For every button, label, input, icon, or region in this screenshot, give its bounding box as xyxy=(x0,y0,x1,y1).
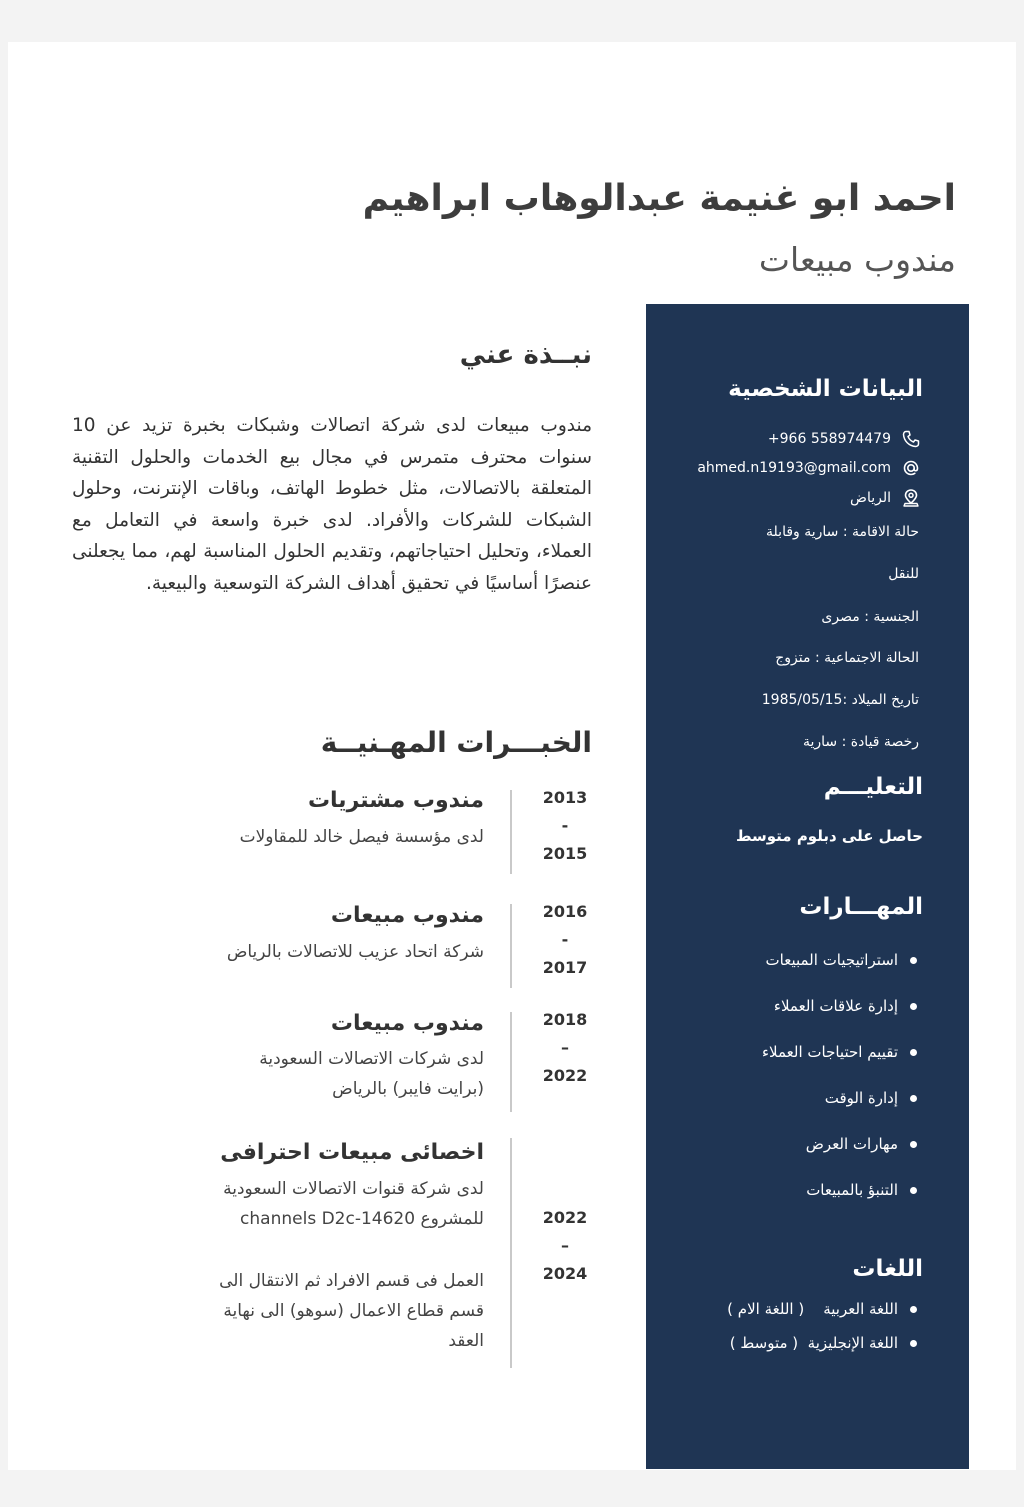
language-label: اللغة الإنجليزية ( متوسط ) xyxy=(729,1334,898,1352)
sidebar xyxy=(646,304,969,1469)
about-heading: نبــذة عني xyxy=(459,340,592,370)
experience-description: العمل فى قسم الافراد ثم الانتقال الى xyxy=(219,1271,484,1291)
candidate-job-title: مندوب مبيعات xyxy=(758,240,956,279)
languages-heading: اللغات xyxy=(852,1256,923,1282)
personal-info-heading: البيانات الشخصية xyxy=(728,376,923,402)
end-year: 2015 xyxy=(542,844,588,863)
experience-company: لدى شركة قنوات الاتصالات السعودية xyxy=(223,1179,484,1199)
timeline-divider xyxy=(510,904,512,988)
education-heading: التعليـــم xyxy=(823,774,923,800)
residence-status-cont: للنقل xyxy=(888,566,919,582)
bullet-icon xyxy=(910,1340,917,1347)
email-address: ahmed.n19193@gmail.com xyxy=(697,460,891,476)
skill-label: استراتيجيات المبيعات xyxy=(765,951,898,969)
start-year: 2016 xyxy=(542,902,588,921)
skill-label: إدارة الوقت xyxy=(824,1089,898,1107)
city: الرياض xyxy=(850,490,891,506)
experience-years xyxy=(520,898,610,982)
experience-company: لدى شركات الاتصالات السعودية xyxy=(259,1049,484,1069)
phone-number: +966 558974479 xyxy=(767,431,891,447)
end-year: 2017 xyxy=(542,958,588,977)
year-separator: – xyxy=(561,1236,569,1255)
phone-row xyxy=(768,428,921,450)
skill-label: مهارات العرض xyxy=(805,1135,898,1153)
experience-company: للمشروع channels D2c-14620 xyxy=(240,1209,484,1229)
about-text: مندوب مبيعات لدى شركة اتصالات وشبكات بخبرة تزيد عن 10 سنوات محترف متمرس في مجال بيع الخدمات والحلول التقنية المتعلقة بالاتصالات، مثل خطوط الهاتف، وباقات الإنترنت، وحلول الشبكات للشركات والأفراد. لدى خبرة واسعة في التعامل مع العملاء، وتحليل احتياجاتهم، وتقديم الحلول المناسبة لهم، مما يجعلنى عنصرًا أساسيًا في تحقيق أهداف الشركة التوسعية والبيعية. xyxy=(72,415,592,594)
year-separator: – xyxy=(561,1038,569,1057)
skill-label: التنبؤ بالمبيعات xyxy=(806,1181,898,1199)
experience-description: العقد xyxy=(448,1331,484,1351)
bullet-icon xyxy=(910,1049,917,1056)
year-separator: - xyxy=(561,930,569,949)
start-year: 2018 xyxy=(542,1010,588,1029)
experience-company: لدى مؤسسة فيصل خالد للمقاولات xyxy=(239,827,484,847)
skill-item xyxy=(774,997,917,1015)
timeline-divider xyxy=(510,790,512,874)
candidate-name: احمد ابو غنيمة عبدالوهاب ابراهيم xyxy=(362,178,956,219)
timeline-divider xyxy=(510,1138,512,1368)
experience-years xyxy=(520,1006,610,1090)
bullet-icon xyxy=(910,1141,917,1148)
timeline-divider xyxy=(510,1012,512,1112)
email-row xyxy=(697,457,921,479)
bullet-icon xyxy=(910,1003,917,1010)
skill-item xyxy=(762,1043,917,1061)
birth-date: تاريخ الميلاد :1985/05/15 xyxy=(761,692,919,708)
phone-icon xyxy=(901,429,921,449)
residence-status: حالة الاقامة : سارية وقابلة xyxy=(766,524,919,540)
language-item xyxy=(727,1300,917,1318)
bullet-icon xyxy=(910,1095,917,1102)
experience-years xyxy=(520,784,610,868)
skill-item xyxy=(766,951,917,969)
year-separator: - xyxy=(561,816,569,835)
skill-item xyxy=(806,1135,917,1153)
bullet-icon xyxy=(910,957,917,964)
driving-license: رخصة قيادة : سارية xyxy=(802,734,919,750)
nationality: الجنسية : مصرى xyxy=(821,609,919,625)
experience-description: قسم قطاع الاعمال (سوهو) الى نهاية xyxy=(223,1301,484,1321)
start-year: 2013 xyxy=(542,788,588,807)
language-item xyxy=(730,1334,917,1352)
skill-item xyxy=(806,1181,917,1199)
location-pin-icon xyxy=(901,488,921,508)
skill-label: إدارة علاقات العملاء xyxy=(773,997,898,1015)
end-year: 2022 xyxy=(542,1066,588,1085)
skill-label: تقييم احتياجات العملاء xyxy=(761,1043,898,1061)
language-label: اللغة العربية ( اللغة الام ) xyxy=(727,1300,898,1318)
start-year: 2022 xyxy=(542,1208,588,1227)
skills-heading: المهـــارات xyxy=(799,894,923,920)
end-year: 2024 xyxy=(542,1264,588,1283)
experience-title: مندوب مشتريات xyxy=(307,788,484,813)
experience-title: اخصائى مبيعات احترافى xyxy=(220,1140,484,1165)
experience-years xyxy=(520,1204,610,1288)
education-text: حاصل على دبلوم متوسط xyxy=(735,827,923,845)
experience-company: (برايت فايبر) بالرياض xyxy=(332,1079,484,1099)
marital-status: الحالة الاجتماعية : متزوج xyxy=(775,650,919,666)
experience-title: مندوب مبيعات xyxy=(330,1011,484,1036)
bullet-icon xyxy=(910,1187,917,1194)
experience-company: شركة اتحاد عزيب للاتصالات بالرياض xyxy=(226,942,484,962)
skill-item xyxy=(825,1089,917,1107)
experience-title: مندوب مبيعات xyxy=(330,903,484,928)
experience-heading: الخبـــرات المهـنيــة xyxy=(320,726,592,759)
bullet-icon xyxy=(910,1306,917,1313)
location-row xyxy=(850,487,921,509)
at-sign-icon xyxy=(901,458,921,478)
